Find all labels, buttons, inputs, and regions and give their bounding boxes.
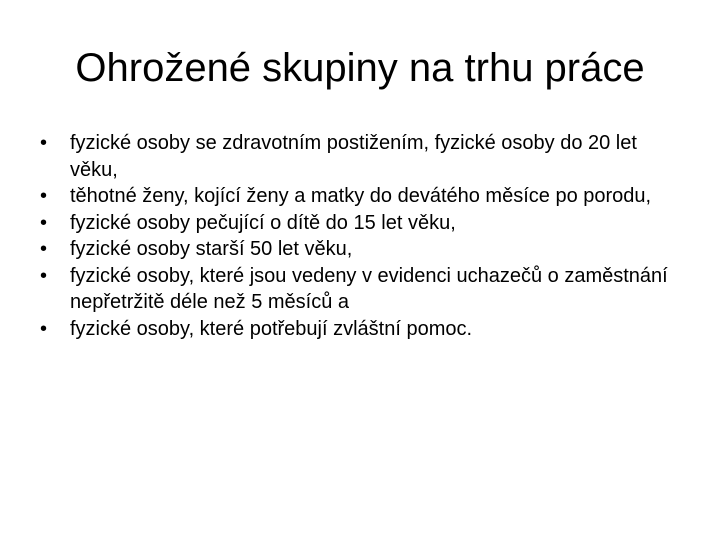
bullet-item-4: [40, 236, 680, 263]
bullet-text: fyzické osoby, které jsou vedeny v evidenci uchazečů o zaměstnání nepřetržitě déle než 5 měsíců a: [70, 264, 668, 313]
bullet-dot-icon: •: [40, 211, 48, 234]
bullet-list: [40, 130, 680, 342]
slide-title: Ohrožené skupiny na trhu práce: [75, 46, 645, 90]
bullet-item-3: [40, 210, 680, 237]
bullet-dot-icon: •: [40, 132, 48, 154]
bullet-dot-icon: •: [40, 264, 48, 287]
bullet-dot-icon: •: [40, 238, 48, 260]
bullet-text: fyzické osoby, které potřebují zvláštní pomoc.: [70, 317, 473, 340]
bullet-text: těhotné ženy, kojící ženy a matky do devátého měsíce po porodu,: [70, 185, 652, 207]
bullet-item-6: [40, 316, 680, 343]
bullet-text: fyzické osoby pečující o dítě do 15 let věku,: [70, 211, 456, 234]
bullet-text: fyzické osoby starší 50 let věku,: [70, 238, 353, 260]
bullet-item-1: [40, 130, 680, 183]
bullet-item-2: [40, 183, 680, 210]
bullet-item-5: [40, 263, 680, 316]
bullet-text: fyzické osoby se zdravotním postižením, fyzické osoby do 20 let věku,: [70, 132, 637, 181]
bullet-dot-icon: •: [40, 185, 48, 207]
bullet-dot-icon: •: [40, 317, 48, 340]
